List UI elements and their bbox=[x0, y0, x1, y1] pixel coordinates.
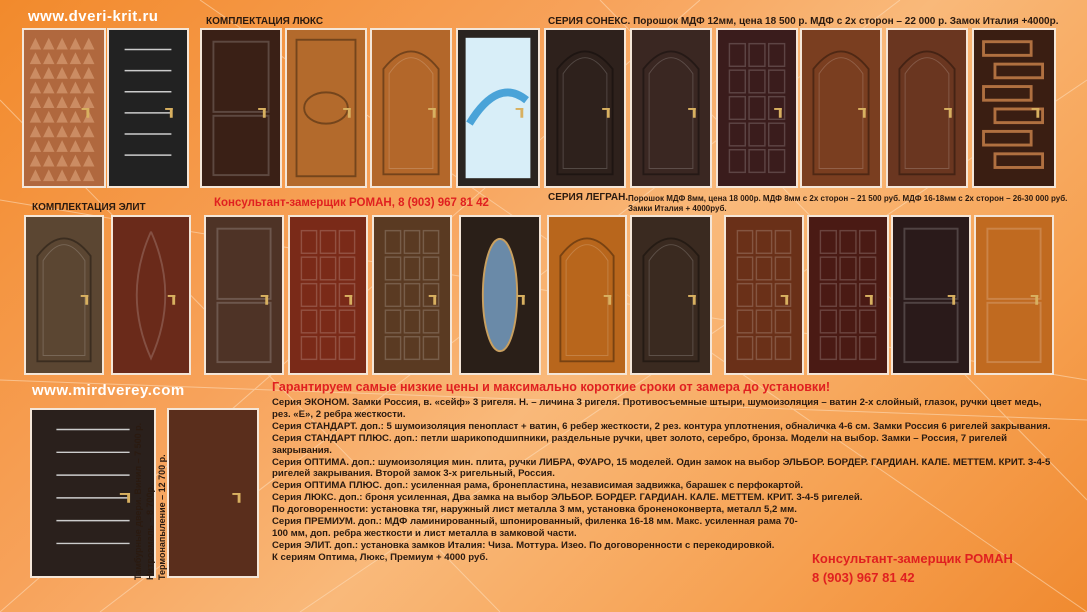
series-line: Серия ЛЮКС. доп.: броня усиленная, Два замка на выбор ЭЛЬБОР. БОРДЕР. ГАРДИАН. КАЛЕ. МЕТТЕМ. КРИТ. 3-4-5 ригелей. bbox=[272, 492, 863, 504]
door-thumbnail[interactable] bbox=[22, 28, 106, 188]
series-line: Серия ПРЕМИУМ. доп.: МДФ ламинированный, шпонированный, филенка 16-18 мм. Макс. усиленная рама 70-100 мм, доп. ребра жесткости и лист металла в замковой части. bbox=[272, 516, 798, 539]
door-image bbox=[549, 217, 625, 373]
door-image bbox=[976, 217, 1052, 373]
door-image bbox=[372, 30, 450, 186]
door-image bbox=[718, 30, 796, 186]
door-image bbox=[888, 30, 966, 186]
series-line: Серия ЭЛИТ. доп.: установка замков Италия: Чиза. Моттура. Изео. По договоренности с перекодировкой. bbox=[272, 539, 775, 551]
door-thumbnail[interactable] bbox=[167, 408, 259, 578]
door-image bbox=[206, 217, 282, 373]
door-image bbox=[290, 217, 366, 373]
door-thumbnail[interactable] bbox=[630, 28, 712, 188]
series-description bbox=[272, 397, 1062, 564]
guarantee-headline: Гарантируем самые низкие цены и максимально короткие сроки от замера до установки! bbox=[272, 380, 831, 394]
door-thumbnail[interactable] bbox=[886, 28, 968, 188]
door-image bbox=[169, 410, 257, 576]
consultant-top: Консультант-замерщик РОМАН, 8 (903) 967 81 42 bbox=[214, 197, 489, 209]
legran-label: СЕРИЯ ЛЕГРАН. bbox=[548, 192, 629, 203]
door-image bbox=[109, 30, 187, 186]
door-thumbnail[interactable] bbox=[807, 215, 889, 375]
series-line: Серия ОПТИМА ПЛЮС. доп.: усиленная рама, бронепластина, независимая задвижка, барашек с перфокартой. bbox=[272, 480, 804, 492]
door-image bbox=[809, 217, 887, 373]
series-line: Серия ОПТИМА. доп.: шумоизоляция мин. плита, ручки ЛИБРА, ФУАРО, 15 моделей. Один замок на выбор ЭЛЬБОР. БОРДЕР. ГАРДИАН. КАЛЕ. МЕТТЕМ. КРИТ. 3-4-5 ригелей закрывания. Второй замок 3-х ригельный, Россия. bbox=[272, 456, 1051, 480]
sonex-label: СЕРИЯ СОНЕКС. Порошок МДФ 12мм, цена 18 500 р. МДФ с 2х сторон – 22 000 р. Замок Италия +4000р. bbox=[548, 16, 1059, 27]
door-thumbnail[interactable] bbox=[200, 28, 282, 188]
consultant-bottom-name: Консультант-замерщик РОМАН bbox=[812, 551, 1013, 566]
door-image bbox=[374, 217, 450, 373]
tambur-price-3: Термонапыление – 12 700 р. bbox=[157, 454, 167, 580]
door-thumbnail[interactable] bbox=[372, 215, 452, 375]
series-line: Серия СТАНДАРТ ПЛЮС. доп.: петли шарикоподшипники, раздельные ручки, цвет золото, серебро, бронза. Модели на выбор. Замки – Россия, 7 ригелей закрывания. bbox=[272, 432, 1007, 456]
tambur-price-2: Нитроэмаль – 8 700р. bbox=[145, 484, 155, 580]
lux-label: КОМПЛЕКТАЦИЯ ЛЮКС bbox=[206, 16, 324, 27]
door-image bbox=[632, 217, 710, 373]
door-image bbox=[458, 30, 538, 186]
elit-label: КОМПЛЕКТАЦИЯ ЭЛИТ bbox=[32, 202, 146, 213]
door-thumbnail[interactable] bbox=[800, 28, 882, 188]
series-line: По договоренности: установка тяг, наружный лист металла 3 мм, установка броненоконверта, металл 5,2 мм. bbox=[272, 504, 797, 516]
door-thumbnail[interactable] bbox=[544, 28, 626, 188]
door-thumbnail[interactable] bbox=[724, 215, 804, 375]
door-thumbnail[interactable] bbox=[891, 215, 971, 375]
door-thumbnail[interactable] bbox=[24, 215, 104, 375]
door-image bbox=[802, 30, 880, 186]
consultant-bottom-phone: 8 (903) 967 81 42 bbox=[812, 570, 915, 585]
door-thumbnail[interactable] bbox=[370, 28, 452, 188]
door-image bbox=[726, 217, 802, 373]
door-thumbnail[interactable] bbox=[630, 215, 712, 375]
door-thumbnail[interactable] bbox=[974, 215, 1054, 375]
tambur-price-1: Тамбурные двери. Винил – 7 500 р. bbox=[133, 422, 143, 580]
door-image bbox=[287, 30, 365, 186]
door-thumbnail[interactable] bbox=[972, 28, 1056, 188]
door-image bbox=[893, 217, 969, 373]
door-thumbnail[interactable] bbox=[288, 215, 368, 375]
door-image bbox=[26, 217, 102, 373]
site-url-top[interactable]: www.dveri-krit.ru bbox=[28, 8, 159, 25]
series-line: К сериям Оптима, Люкс, Премиум + 4000 руб. bbox=[272, 551, 488, 563]
door-thumbnail[interactable] bbox=[547, 215, 627, 375]
door-thumbnail[interactable] bbox=[716, 28, 798, 188]
series-line: Серия ЭКОНОМ. Замки Россия, в. «сейф» 3 ригеля. Н. – личина 3 ригеля. Противосъемные штыри, шумоизоляция – ватин 2-х слойный, глазок, ручки цвет медь, рез. «Е», 2 ребра жесткости. bbox=[272, 397, 1042, 420]
door-thumbnail[interactable] bbox=[204, 215, 284, 375]
door-thumbnail[interactable] bbox=[285, 28, 367, 188]
door-thumbnail[interactable] bbox=[111, 215, 191, 375]
door-image bbox=[461, 217, 539, 373]
door-image bbox=[546, 30, 624, 186]
door-image bbox=[632, 30, 710, 186]
series-line: Серия СТАНДАРТ. доп.: 5 шумоизоляция пенопласт + ватин, 6 ребер жесткости, 2 рез. контура уплотнения, обналичка 4-6 см. Замки Россия 6 ригелей закрывания. bbox=[272, 420, 1051, 432]
door-thumbnail[interactable] bbox=[459, 215, 541, 375]
door-image bbox=[24, 30, 104, 186]
site-url-bottom[interactable]: www.mirdverey.com bbox=[32, 382, 185, 399]
door-image bbox=[113, 217, 189, 373]
door-thumbnail[interactable] bbox=[107, 28, 189, 188]
legran-text: Порошок МДФ 8мм, цена 18 000р. МДФ 8мм с 2х сторон – 21 500 руб. МДФ 16-18мм с 2х сторон – 26-30 000 руб. Замки Италия + 4000руб. bbox=[628, 194, 1068, 213]
door-image bbox=[974, 30, 1054, 186]
door-image bbox=[202, 30, 280, 186]
door-thumbnail[interactable] bbox=[456, 28, 540, 188]
